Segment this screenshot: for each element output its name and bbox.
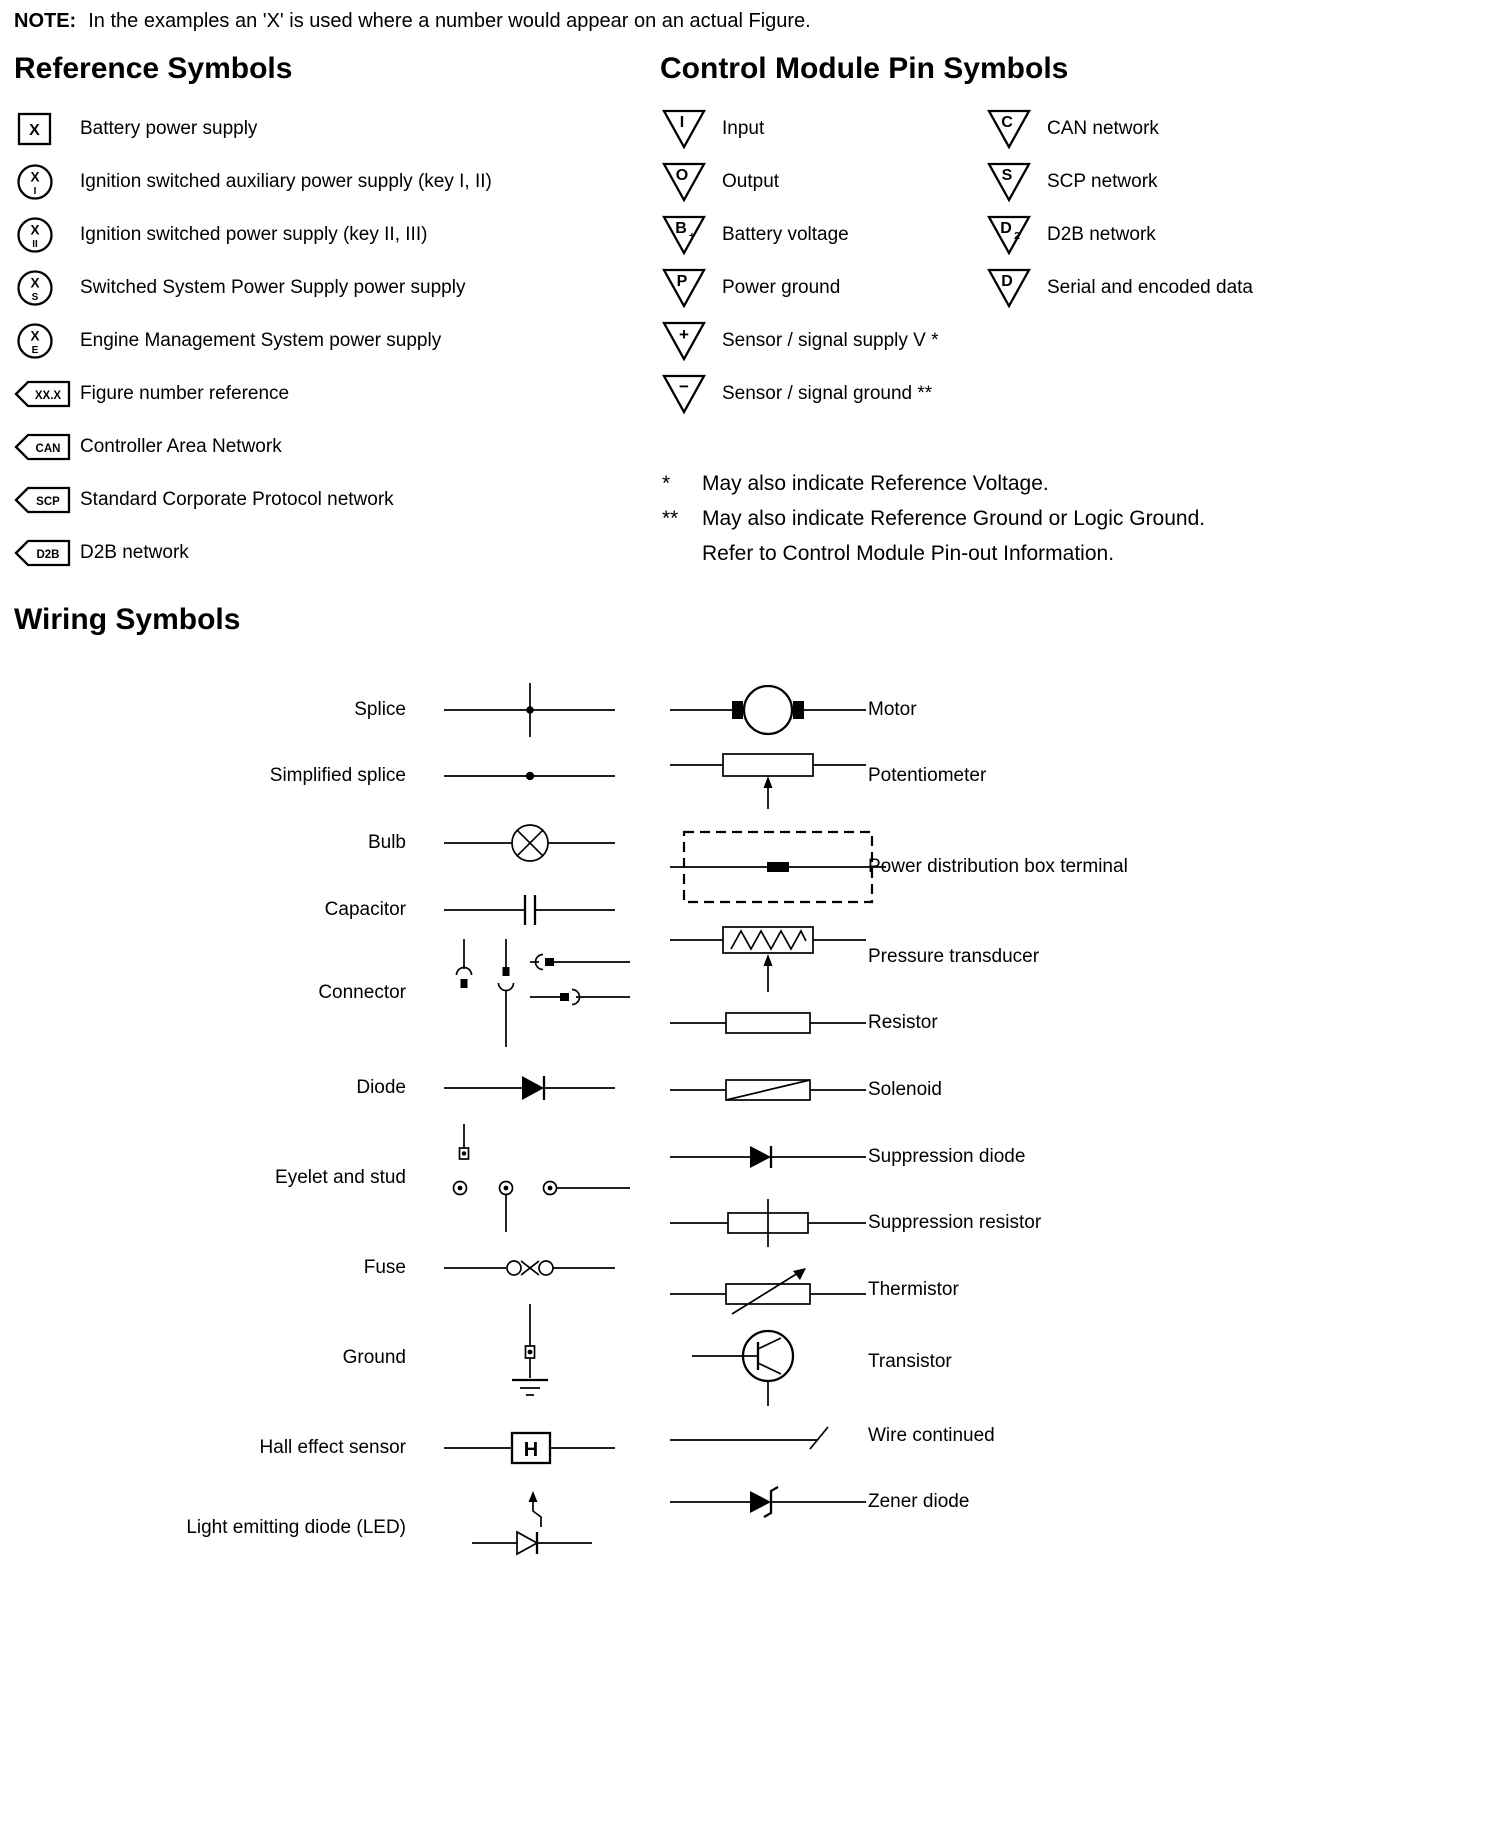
svg-text:XX.X: XX.X <box>34 389 62 402</box>
bulb-symbol <box>442 811 617 875</box>
footnote <box>662 507 1205 531</box>
scp-network-pin-icon <box>985 160 1033 204</box>
legend-label: Wire continued <box>868 1425 995 1446</box>
svg-text:2: 2 <box>1014 229 1020 242</box>
legend-label: Suppression resistor <box>868 1212 1042 1233</box>
ignition-aux-power-icon <box>14 161 56 203</box>
ignition-switched-power-icon <box>14 214 56 256</box>
svg-text:D: D <box>1000 219 1012 237</box>
footnote-marker: * <box>662 472 671 495</box>
legend-label: Battery voltage <box>722 223 849 245</box>
diode-symbol <box>442 1056 617 1120</box>
legend-row <box>985 261 1253 314</box>
power-ground-pin-icon <box>660 266 708 310</box>
legend-row <box>14 473 654 526</box>
legend-label: Ignition switched power supply (key II, III) <box>80 223 428 245</box>
legend-row <box>660 208 985 261</box>
legend-label: Power distribution box terminal <box>868 856 1128 877</box>
capacitor-symbol <box>442 878 617 942</box>
legend-row <box>14 155 654 208</box>
legend-row <box>14 367 654 420</box>
legend-label: Zener diode <box>868 1491 970 1512</box>
legend-row <box>985 155 1253 208</box>
transistor-symbol <box>668 1316 868 1408</box>
legend-row <box>668 1399 1128 1473</box>
led-symbol <box>442 1485 617 1571</box>
legend-label: Engine Management System power supply <box>80 329 442 351</box>
legend-label: Standard Corporate Protocol network <box>80 488 394 510</box>
legend-label: Transistor <box>868 1351 952 1372</box>
legend-row <box>14 314 654 367</box>
svg-text:X: X <box>30 328 40 343</box>
section-title: Control Module Pin Symbols <box>660 52 1069 85</box>
legend-row <box>660 314 985 367</box>
legend-row <box>668 1325 1128 1399</box>
legend-label: Solenoid <box>868 1079 942 1100</box>
power-distribution-box-terminal-symbol <box>668 824 888 910</box>
wiring-symbols-left-column <box>14 677 620 1563</box>
splice-symbol <box>442 678 617 742</box>
zener-diode-symbol <box>668 1470 868 1534</box>
svg-text:X: X <box>30 169 40 184</box>
input-pin-icon <box>660 107 708 151</box>
reference-symbols-section <box>14 52 654 579</box>
svg-text:H: H <box>523 1439 539 1461</box>
legend-row <box>668 1057 1128 1123</box>
svg-text:O: O <box>675 166 689 184</box>
legend-row <box>14 743 620 809</box>
sensor-signal-supply-pin-icon <box>660 319 708 363</box>
svg-text:I: I <box>679 113 685 131</box>
footnote-text: Refer to Control Module Pin-out Information. <box>702 542 1115 565</box>
svg-text:X: X <box>30 222 40 237</box>
legend-row <box>14 526 654 579</box>
legend-label: Sensor / signal ground ** <box>722 382 933 404</box>
legend-row <box>14 876 620 943</box>
note-label: NOTE: <box>14 10 77 32</box>
legend-label: Fuse <box>363 1257 406 1278</box>
legend-label: Power ground <box>722 276 841 298</box>
legend-row <box>660 102 985 155</box>
d2b-network-icon <box>14 538 72 568</box>
legend-label: Motor <box>868 699 917 720</box>
svg-text:S: S <box>1001 166 1013 184</box>
wiring-symbols-right-column <box>668 677 1128 1531</box>
legend-label: Hall effect sensor <box>259 1437 406 1458</box>
svg-text:B: B <box>675 219 687 237</box>
svg-text:D2B: D2B <box>36 548 60 561</box>
svg-text:SCP: SCP <box>36 495 60 508</box>
suppression-diode-symbol <box>668 1125 868 1189</box>
legend-label: D2B network <box>1047 223 1156 245</box>
legend-label: Figure number reference <box>80 382 290 404</box>
svg-text:+: + <box>679 324 689 344</box>
legend-row <box>14 1493 620 1563</box>
svg-text:II: II <box>32 238 38 250</box>
footnote-text: May also indicate Reference Voltage. <box>702 472 1049 495</box>
legend-label: Controller Area Network <box>80 435 282 457</box>
legend-label: Eyelet and stud <box>275 1167 406 1188</box>
legend-row <box>668 1191 1128 1255</box>
legend-label: Input <box>722 117 765 139</box>
svg-text:X: X <box>29 121 40 139</box>
note <box>14 10 811 33</box>
legend-row <box>668 743 1128 809</box>
legend-row <box>14 420 654 473</box>
legend-row <box>14 1313 620 1403</box>
legend-label: Thermistor <box>868 1279 959 1300</box>
legend-row <box>14 809 620 876</box>
svg-text:S: S <box>31 291 39 303</box>
can-network-icon <box>14 432 72 462</box>
eyelet-and-stud-symbol <box>442 1122 632 1234</box>
footnote-marker <box>662 542 702 566</box>
legend-label: Potentiometer <box>868 765 987 786</box>
legend-row <box>14 102 654 155</box>
footnote-text: May also indicate Reference Ground or Logic Ground. <box>702 507 1206 530</box>
resistor-symbol <box>668 991 868 1055</box>
battery-power-supply-icon <box>14 110 56 148</box>
potentiometer-symbol <box>668 739 868 813</box>
switched-system-power-icon <box>14 267 56 309</box>
legend-row <box>14 943 620 1043</box>
legend-row <box>14 1043 620 1133</box>
legend-label: Resistor <box>868 1012 938 1033</box>
legend-label: Suppression diode <box>868 1146 1026 1167</box>
legend-label: Ignition switched auxiliary power supply (key I, II) <box>80 170 492 192</box>
sensor-signal-ground-pin-icon <box>660 372 708 416</box>
footnote-marker: ** <box>662 507 679 530</box>
legend-row <box>668 1473 1128 1531</box>
svg-text:CAN: CAN <box>35 442 61 455</box>
svg-text:C: C <box>1001 113 1013 131</box>
legend-row <box>985 208 1253 261</box>
legend-label: Splice <box>354 699 406 720</box>
legend-row <box>668 925 1128 989</box>
section-title: Wiring Symbols <box>14 603 241 636</box>
hall-effect-sensor-symbol <box>442 1416 617 1480</box>
solenoid-symbol <box>668 1058 868 1122</box>
fuse-symbol <box>442 1236 617 1300</box>
simplified-splice-symbol <box>442 744 617 808</box>
legend-label: CAN network <box>1047 117 1159 139</box>
svg-text:P: P <box>676 272 688 290</box>
legend-row <box>660 261 985 314</box>
legend-row <box>668 677 1128 743</box>
wire-continued-symbol <box>668 1404 868 1468</box>
d2b-network-pin-icon <box>985 213 1033 257</box>
legend-label: Ground <box>342 1347 406 1368</box>
svg-text:X: X <box>30 275 40 290</box>
connector-symbol <box>442 937 632 1049</box>
scp-network-icon <box>14 485 72 515</box>
thermistor-symbol <box>668 1258 868 1322</box>
legend-label: D2B network <box>80 541 189 563</box>
legend-row <box>14 1403 620 1493</box>
can-network-pin-icon <box>985 107 1033 151</box>
section-title: Reference Symbols <box>14 52 293 85</box>
legend-row <box>668 809 1128 925</box>
legend-row <box>668 1255 1128 1325</box>
legend-row <box>14 1133 620 1223</box>
footnote <box>662 542 1205 566</box>
legend-row <box>668 1123 1128 1191</box>
legend-label: Capacitor <box>324 898 406 920</box>
footnote <box>662 472 1205 496</box>
legend-row <box>660 367 985 420</box>
legend-label: SCP network <box>1047 170 1158 192</box>
legend-label: Simplified splice <box>269 765 406 786</box>
legend-row <box>668 989 1128 1057</box>
output-pin-icon <box>660 160 708 204</box>
suppression-resistor-symbol <box>668 1191 868 1255</box>
legend-row <box>660 155 985 208</box>
legend-label: Output <box>722 170 780 192</box>
legend-label: Serial and encoded data <box>1047 276 1253 298</box>
legend-row <box>14 1223 620 1313</box>
battery-voltage-pin-icon <box>660 213 708 257</box>
legend-row <box>14 208 654 261</box>
legend-label: Battery power supply <box>80 117 258 139</box>
legend-label: Sensor / signal supply V * <box>722 329 939 351</box>
footnotes <box>662 472 1205 577</box>
pin-symbols-left-column <box>660 102 985 420</box>
serial-encoded-data-pin-icon <box>985 266 1033 310</box>
ground-symbol <box>442 1302 617 1414</box>
svg-text:D: D <box>1001 272 1013 290</box>
svg-text:I: I <box>33 185 37 197</box>
svg-text:E: E <box>31 344 39 356</box>
legend-label: Light emitting diode (LED) <box>186 1517 406 1538</box>
legend-label: Diode <box>356 1077 406 1098</box>
svg-text:+: + <box>688 229 696 242</box>
legend-label: Pressure transducer <box>868 946 1040 967</box>
legend-label: Connector <box>318 982 406 1003</box>
legend-row <box>985 102 1253 155</box>
note-text: In the examples an 'X' is used where a number would appear on an actual Figure. <box>88 10 811 32</box>
legend-row <box>14 677 620 743</box>
legend-label: Bulb <box>367 831 406 853</box>
legend-row <box>14 261 654 314</box>
control-module-pin-symbols-section <box>660 52 1500 420</box>
pressure-transducer-symbol <box>668 918 868 996</box>
reference-symbols-list <box>14 102 654 579</box>
engine-management-power-icon <box>14 320 56 362</box>
motor-symbol <box>668 678 868 742</box>
pin-symbols-right-column <box>985 102 1253 420</box>
legend-label: Switched System Power Supply power supply <box>80 276 466 298</box>
svg-text:−: − <box>679 376 689 396</box>
figure-number-reference-icon <box>14 379 72 409</box>
